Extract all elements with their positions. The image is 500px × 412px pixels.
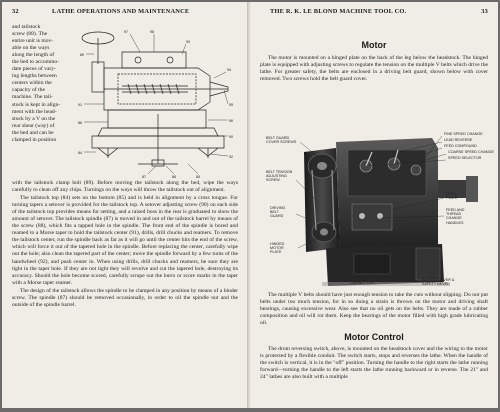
fig-label: 89 [80, 53, 84, 57]
narrow-line: ment with the head- [12, 108, 57, 115]
control-text-block [260, 346, 488, 381]
narrow-line: machine. The tail- [12, 94, 53, 101]
paragraph-motor-control: The drum reversing switch, above, is mounted on the headstock cover and the wiring to the motor is protected by a flexible conduit. The switch starts, stops and reverses the lathe. When the handle of the switch is vertical, it is in the "off" position. Turning the handle to the right starts the lathe running forward—turning the handle to the left starts the lathe running backward or in reverse. The 21" and 24" lathes are also built with a multiple [260, 346, 488, 381]
right-page-number: 33 [481, 8, 488, 15]
left-body-text [12, 180, 238, 310]
label-lead-reverse: LEAD REVERSE [444, 138, 473, 142]
narrow-line: able on the ways [12, 45, 50, 52]
label-sliding-cover-safety-bevel: SLIDING COVER & SAFETY BEVEL [422, 278, 455, 287]
right-page [250, 2, 498, 408]
label-feed-and-thread-change-handles: FEED AND THREAD CHANGE HANDLES [446, 208, 465, 225]
left-paragraph-tailstock-top: The tailstock top (84) sets on the bottom (85) and is held in alignment by a cross tongue. For turning tapers a setover is provided for the tailstock top. A setover adjusting screw (90) on each side of the tailstock top provides means for setting, and a raised boss in the rear is graduated to show the amount of setover. The tailstock spindle (87) is moved in and out of the tailstock barrel by means of the screw (88), which fits a tapped hole in the spindle. The front end of the spindle is bored and reamed to a Morse taper to hold the tailstock center (91), drills, drill chucks and reamers. To remove the tailstock center, run the spindle back as far as it will go until the center hits the end of the screw, which will force it out of the tapered hole in the spindle. Before replacing the center, carefully wipe out the hole; also clean the tapered part of the center; move the spindle forward by a few turns of the handwheel (92), and push center in. When using drills, drill chucks and reamers, be sure they are tight in the taper hole. If they are not tight they will revolve and cut the tapered hole, destroying its accuracy. Should the hole become scored, carefully scrape out the burrs or score marks in the taper with a Morse taper reamer. [12, 195, 238, 286]
label-belt-guard-cover-screws: BELT GUARD COVER SCREWS [266, 136, 297, 145]
left-page-number: 32 [12, 8, 19, 15]
narrow-line: entire unit is mov- [12, 38, 54, 45]
narrow-line: screw (88). The [12, 31, 48, 38]
narrow-line: the bed and can be [12, 129, 54, 136]
fig-label: 87 [142, 175, 146, 179]
belts-text-block [260, 292, 488, 327]
left-running-head [12, 8, 237, 18]
narrow-line: along the length of [12, 52, 55, 59]
fig-label: 95 [229, 103, 233, 107]
label-speed-selector: SPEED SELECTOR [448, 156, 482, 160]
motor-text-block [260, 55, 488, 83]
fig-label: 94 [227, 68, 231, 72]
fig-label: 88 [172, 175, 176, 179]
narrow-line: capacity of the [12, 87, 45, 94]
fig-label: 96 [229, 119, 233, 123]
narrow-line: rear shear (way) of [12, 122, 55, 129]
fig-label: 92 [229, 155, 233, 159]
label-feed-compound: FEED COMPOUND [444, 144, 477, 148]
label-belt-tension-adjusting-screw: BELT TENSION ADJUSTING SCREW [266, 170, 293, 183]
left-narrow-column [12, 24, 74, 144]
paragraph-belts: The multiple V belts should have just enough tension to take the cuts without slipping. Do not put belts under too much tension, for in so doing a strain is thrown on the motor and driving shaft bearings, causing excessive wear. Also see that no oil gets on the belts. They are made of a rubber composition and oil will rot them. Keep the bearings of the motor filled with high grade lubricating oil. [260, 292, 488, 327]
narrow-line: centers within the [12, 80, 52, 87]
paragraph-motor: The motor is mounted on a hinged plate on the back of the leg below the headstock. The hinged plate is equipped with adjusting screws to regulate the tension on the multiple V belts which drive the lathe. For greater safety, the belts are enclosed in a driving belt guard, shown below with cover removed. Two screws hold the belt guard cover. [260, 55, 488, 83]
label-hinged-motor-plate: HINGED MOTOR PLATE [270, 242, 285, 255]
narrow-line: and tailstock [12, 24, 41, 30]
narrow-line: date pieces of vary- [12, 66, 56, 73]
label-coarse-speed-change: COARSE SPEED CHANGE [448, 150, 494, 154]
left-paragraph-tailstock-design: The design of the tailstock allows the spindle to be clamped in any position by means of a binder screw. The spindle (87) should be removed occasionally, in order to oil the spindle nut and the outside of the spindle barrel. [12, 287, 238, 308]
heading-motor-control: Motor Control [344, 332, 404, 342]
heading-motor: Motor [361, 40, 387, 50]
left-page [2, 2, 248, 408]
fig-label: 91 [78, 103, 82, 107]
tailstock-section-drawing [78, 24, 240, 179]
fig-label: 86 [78, 121, 82, 125]
narrow-line: stock is kept in align- [12, 101, 61, 108]
narrow-line: the bed to accommo- [12, 59, 60, 66]
narrow-line: ing lengths between [12, 73, 57, 80]
left-running-title: LATHE OPERATIONS AND MAINTENANCE [52, 8, 190, 15]
label-driving-belt-guard: DRIVING BELT GUARD [270, 206, 286, 219]
motor-photo-figure [266, 130, 494, 288]
fig-label: 97 [124, 30, 128, 34]
fig-label: 85 [196, 175, 200, 179]
fig-label: 84 [78, 151, 82, 155]
fig-label: 98 [150, 30, 154, 34]
narrow-line: stock by a V on the [12, 115, 56, 122]
right-running-head [260, 8, 488, 18]
label-cabinet-leg: CABINET LEG [350, 281, 375, 285]
label-fine-speed-change: FINE SPEED CHANGE [444, 132, 483, 136]
fig-label: 93 [186, 40, 190, 44]
narrow-line: clamped in position [12, 136, 57, 143]
label-feed-plate: FEED PLATE [446, 192, 458, 201]
fig-label: 90 [229, 135, 233, 139]
left-paragraph-continuation: with the tailstock clamp bolt (89). Before moving the tailstock along the bed, wipe the ways carefully to clean off any chips. Turnings on the ways will throw the tailstock out of alignment. [12, 180, 238, 194]
right-running-title: THE R. K. LE BLOND MACHINE TOOL CO. [270, 8, 407, 15]
